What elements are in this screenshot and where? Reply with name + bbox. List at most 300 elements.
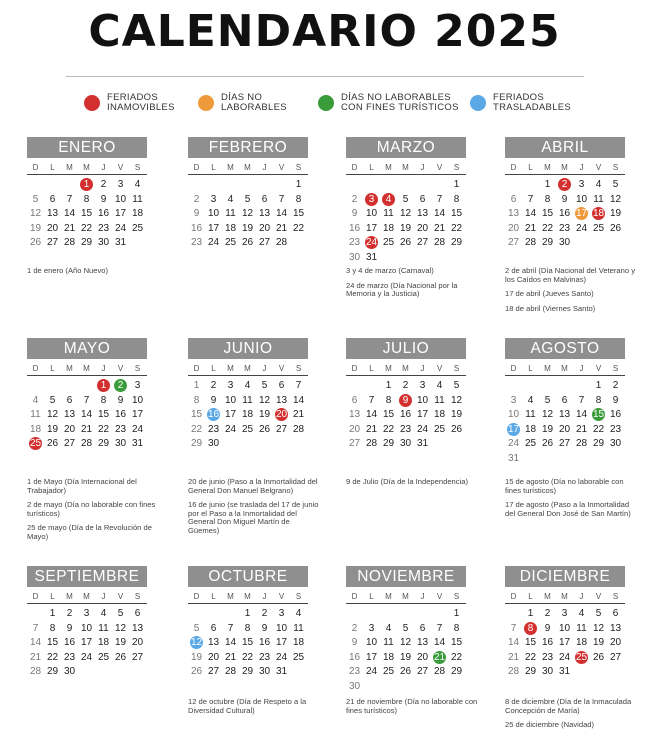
day-cell: 27: [416, 666, 429, 678]
day-cell: 16: [609, 409, 622, 421]
day-cell: 29: [592, 438, 605, 450]
day-cell: 28: [365, 438, 378, 450]
holiday-day-trasladable: 17: [505, 423, 522, 437]
day-cell: 18: [97, 637, 110, 649]
day-cell: 8: [193, 394, 200, 406]
weekday-label: M: [402, 163, 409, 172]
day-cell: 30: [63, 666, 76, 678]
day-cell: 14: [275, 208, 288, 220]
day-cell: 31: [131, 438, 144, 450]
day-cell: 26: [258, 423, 271, 435]
day-cell: 12: [46, 409, 59, 421]
day-cell: 7: [527, 193, 534, 205]
holiday-note: 15 de agosto (Día no laborable con fines turísticos): [505, 477, 624, 495]
day-cell: 26: [592, 651, 605, 663]
day-cell: 16: [190, 222, 203, 234]
day-cell: 5: [612, 179, 619, 190]
day-cell: 21: [365, 423, 378, 435]
weekday-header: [27, 363, 147, 374]
weekday-label: J: [101, 364, 106, 373]
weekday-header: [505, 591, 625, 602]
day-cell: 22: [97, 423, 110, 435]
day-cell: 7: [32, 622, 39, 634]
day-cell: 26: [450, 423, 463, 435]
weekday-label: D: [32, 163, 39, 172]
day-cell: 30: [558, 237, 571, 249]
day-cell: 25: [382, 666, 395, 678]
day-cell: 2: [544, 608, 551, 619]
weekday-header: [346, 162, 466, 173]
day-cell: 13: [258, 208, 271, 220]
day-cell: 11: [132, 193, 143, 205]
weekday-label: V: [436, 163, 443, 172]
day-cell: 5: [595, 608, 602, 619]
weekday-label: J: [420, 592, 425, 601]
day-cell: 6: [419, 622, 426, 634]
day-cell: 16: [114, 409, 127, 421]
day-cell: 15: [450, 637, 463, 649]
weekday-label: V: [278, 163, 285, 172]
weekday-label: M: [385, 163, 392, 172]
day-cell: 15: [541, 208, 554, 220]
weekday-header: [27, 162, 147, 173]
day-cell: 12: [399, 208, 412, 220]
day-cell: 21: [507, 651, 520, 663]
weekday-label: V: [595, 592, 602, 601]
day-cell: 17: [114, 208, 127, 220]
weekday-divider: [188, 603, 308, 604]
weekday-label: L: [211, 163, 216, 172]
day-cell: 16: [541, 637, 554, 649]
day-cell: 30: [609, 438, 622, 450]
weekday-label: D: [351, 592, 358, 601]
day-cell: 2: [193, 193, 200, 205]
weekday-label: J: [579, 364, 584, 373]
day-cell: 2: [210, 380, 217, 391]
day-cell: 27: [416, 237, 429, 249]
weekday-label: S: [295, 364, 302, 373]
day-cell: 27: [46, 237, 59, 249]
weekday-label: D: [510, 364, 517, 373]
day-cell: 9: [193, 208, 200, 220]
weekday-label: V: [278, 364, 285, 373]
day-cell: 26: [114, 651, 127, 663]
month-header: DICIEMBRE: [505, 566, 625, 587]
day-cell: 9: [210, 394, 217, 406]
weekday-label: J: [420, 364, 425, 373]
weekday-label: L: [369, 364, 374, 373]
day-cell: 3: [578, 179, 585, 190]
day-cell: 3: [117, 179, 124, 190]
day-cell: 1: [453, 179, 460, 190]
day-cell: 9: [351, 208, 358, 220]
weekday-divider: [346, 174, 466, 175]
day-cell: 12: [241, 208, 254, 220]
weekday-label: L: [50, 592, 55, 601]
day-cell: 7: [227, 622, 234, 634]
day-cell: 21: [524, 222, 537, 234]
day-cell: 5: [544, 394, 551, 406]
day-cell: 10: [114, 193, 127, 205]
weekday-label: V: [117, 364, 124, 373]
holiday-day-turistico: 2: [112, 379, 129, 393]
day-cell: 6: [134, 608, 141, 619]
holiday-notes: [505, 478, 640, 524]
day-cell: 24: [114, 222, 127, 234]
weekday-label: S: [453, 364, 460, 373]
day-cell: 31: [416, 438, 429, 450]
day-cell: 6: [261, 193, 268, 205]
day-cell: 14: [292, 394, 305, 406]
weekday-label: J: [101, 592, 106, 601]
day-cell: 15: [97, 409, 110, 421]
weekday-label: V: [278, 592, 285, 601]
day-cell: 8: [83, 193, 90, 205]
day-cell: 7: [278, 193, 285, 205]
month-header: JULIO: [346, 338, 466, 359]
day-cell: 13: [348, 409, 361, 421]
day-cell: 5: [244, 193, 251, 205]
holiday-note: 21 de noviembre (Día no laborable con fines turísticos): [346, 697, 478, 715]
weekday-label: M: [227, 163, 234, 172]
day-cell: 6: [278, 380, 285, 391]
day-cell: 4: [227, 193, 234, 205]
day-cell: 3: [210, 193, 217, 205]
day-cell: 15: [524, 637, 537, 649]
day-cell: 1: [193, 380, 200, 391]
legend-label: DÍAS NO LABORABLES CON FINES TURÍSTICOS: [341, 92, 459, 113]
day-cell: 12: [450, 394, 463, 406]
day-cell: 22: [46, 651, 59, 663]
day-cell: 27: [348, 438, 361, 450]
weekday-label: M: [66, 163, 73, 172]
day-cell: 20: [416, 222, 429, 234]
day-cell: 1: [49, 608, 56, 619]
day-cell: 27: [558, 438, 571, 450]
day-cell: 19: [258, 409, 271, 421]
day-cell: 25: [382, 237, 395, 249]
day-cell: 10: [365, 637, 378, 649]
day-cell: 31: [507, 453, 520, 464]
weekday-label: M: [561, 364, 568, 373]
day-cell: 7: [83, 394, 90, 406]
weekday-label: L: [528, 364, 533, 373]
day-cell: 9: [117, 394, 124, 406]
day-cell: 28: [575, 438, 588, 450]
weekday-label: M: [385, 592, 392, 601]
day-cell: 17: [131, 409, 144, 421]
day-cell: 12: [541, 409, 554, 421]
day-cell: 5: [261, 380, 268, 391]
holiday-day-inamovible: 20: [273, 408, 290, 422]
day-cell: 31: [275, 666, 288, 678]
day-cell: 29: [80, 237, 93, 249]
day-cell: 1: [453, 608, 460, 619]
day-cell: 21: [433, 222, 446, 234]
day-cell: 31: [365, 252, 378, 263]
day-cell: 17: [80, 637, 93, 649]
day-cell: 14: [507, 637, 520, 649]
month-header: MAYO: [27, 338, 147, 359]
day-cell: 24: [224, 423, 237, 435]
weekday-label: S: [134, 592, 141, 601]
weekday-label: S: [612, 364, 619, 373]
day-cell: 10: [131, 394, 144, 406]
weekday-label: L: [528, 592, 533, 601]
day-cell: 20: [46, 222, 59, 234]
day-cell: 5: [402, 622, 409, 634]
day-cell: 13: [416, 208, 429, 220]
day-cell: 5: [117, 608, 124, 619]
day-cell: 21: [224, 651, 237, 663]
day-cell: 16: [399, 409, 412, 421]
day-cell: 8: [385, 394, 392, 406]
day-cell: 11: [383, 208, 394, 220]
legend-label: FERIADOS INAMOVIBLES: [107, 92, 175, 113]
month-header: SEPTIEMBRE: [27, 566, 147, 587]
day-cell: 28: [433, 237, 446, 249]
weekday-header: [505, 363, 625, 374]
day-cell: 18: [575, 637, 588, 649]
weekday-label: L: [50, 163, 55, 172]
day-cell: 15: [450, 208, 463, 220]
day-cell: 21: [80, 423, 93, 435]
day-cell: 30: [348, 252, 361, 263]
day-cell: 9: [612, 394, 619, 406]
weekday-label: V: [595, 163, 602, 172]
day-cell: 28: [433, 666, 446, 678]
day-cell: 21: [29, 651, 42, 663]
weekday-label: M: [244, 163, 251, 172]
day-cell: 3: [134, 380, 141, 391]
day-cell: 17: [416, 409, 429, 421]
day-cell: 22: [382, 423, 395, 435]
day-cell: 22: [80, 222, 93, 234]
holiday-note: 25 de diciembre (Navidad): [505, 720, 595, 730]
day-cell: 2: [351, 193, 358, 205]
day-cell: 19: [46, 423, 59, 435]
day-cell: 26: [190, 666, 203, 678]
day-cell: 26: [46, 438, 59, 450]
day-cell: 22: [450, 222, 463, 234]
day-cell: 16: [348, 651, 361, 663]
holiday-note: 17 de agosto (Paso a la Inmortalidad del General Don José de San Martín): [505, 500, 631, 518]
weekday-label: J: [101, 163, 106, 172]
day-cell: 30: [541, 666, 554, 678]
day-cell: 28: [224, 666, 237, 678]
day-cell: 23: [348, 237, 361, 249]
weekday-label: S: [295, 592, 302, 601]
day-cell: 2: [261, 608, 268, 619]
day-cell: 19: [399, 222, 412, 234]
orange-dot-icon: [198, 95, 214, 111]
day-cell: 10: [558, 622, 571, 634]
day-cell: 5: [193, 622, 200, 634]
day-cell: 18: [292, 637, 305, 649]
day-cell: 10: [416, 394, 429, 406]
day-cell: 1: [295, 179, 302, 190]
day-cell: 19: [609, 208, 622, 220]
day-cell: 26: [29, 237, 42, 249]
weekday-label: L: [211, 364, 216, 373]
weekday-label: M: [83, 364, 90, 373]
day-cell: 22: [241, 651, 254, 663]
day-cell: 24: [207, 237, 220, 249]
day-cell: 20: [558, 423, 571, 435]
day-cell: 29: [450, 666, 463, 678]
month-header: ENERO: [27, 137, 147, 158]
weekday-label: D: [193, 163, 200, 172]
day-cell: 4: [244, 380, 251, 391]
day-cell: 30: [258, 666, 271, 678]
day-cell: 11: [434, 394, 445, 406]
day-cell: 27: [63, 438, 76, 450]
day-cell: 3: [278, 608, 285, 619]
day-cell: 31: [114, 237, 127, 249]
day-cell: 4: [595, 179, 602, 190]
weekday-label: D: [351, 364, 358, 373]
day-cell: 21: [63, 222, 76, 234]
weekday-label: M: [544, 364, 551, 373]
day-cell: 6: [561, 394, 568, 406]
day-cell: 15: [46, 637, 59, 649]
holiday-note: 3 y 4 de marzo (Carnaval): [346, 266, 434, 275]
holiday-day-no-laborable: 17: [573, 207, 590, 221]
day-cell: 29: [541, 237, 554, 249]
day-cell: 2: [66, 608, 73, 619]
day-cell: 1: [544, 179, 551, 190]
day-cell: 10: [224, 394, 237, 406]
weekday-label: S: [612, 163, 619, 172]
day-cell: 20: [131, 637, 144, 649]
day-cell: 25: [131, 222, 144, 234]
day-cell: 10: [365, 208, 378, 220]
day-cell: 28: [29, 666, 42, 678]
day-cell: 9: [544, 622, 551, 634]
legend-label: DÍAS NO LABORABLES: [221, 92, 287, 113]
day-cell: 7: [578, 394, 585, 406]
day-cell: 19: [241, 222, 254, 234]
weekday-label: J: [579, 592, 584, 601]
day-cell: 20: [258, 222, 271, 234]
day-cell: 25: [97, 651, 110, 663]
day-cell: 17: [365, 222, 378, 234]
day-cell: 17: [558, 637, 571, 649]
day-cell: 15: [80, 208, 93, 220]
holiday-note: 25 de mayo (Día de la Revolución de Mayo): [27, 523, 152, 541]
day-cell: 25: [224, 237, 237, 249]
day-cell: 14: [224, 637, 237, 649]
day-cell: 14: [80, 409, 93, 421]
holiday-day-inamovible: 24: [363, 236, 380, 250]
holiday-notes: [505, 267, 640, 319]
day-cell: 6: [66, 394, 73, 406]
day-cell: 7: [368, 394, 375, 406]
holiday-note: 8 de diciembre (Día de la Inmaculada Concepción de María): [505, 697, 632, 715]
weekday-label: M: [66, 592, 73, 601]
weekday-label: S: [453, 592, 460, 601]
weekday-divider: [346, 603, 466, 604]
weekday-label: V: [436, 364, 443, 373]
day-cell: 6: [210, 622, 217, 634]
weekday-divider: [505, 603, 625, 604]
holiday-notes: [346, 698, 481, 721]
weekday-label: S: [134, 163, 141, 172]
day-cell: 8: [100, 394, 107, 406]
holiday-day-inamovible: 2: [556, 178, 573, 192]
day-cell: 9: [261, 622, 268, 634]
holiday-day-inamovible: 18: [590, 207, 607, 221]
day-cell: 30: [348, 681, 361, 692]
day-cell: 26: [241, 237, 254, 249]
day-cell: 2: [612, 380, 619, 391]
day-cell: 5: [402, 193, 409, 205]
day-cell: 11: [225, 208, 236, 220]
red-dot-icon: [84, 95, 100, 111]
weekday-label: V: [117, 163, 124, 172]
weekday-header: [188, 162, 308, 173]
weekday-label: L: [211, 592, 216, 601]
day-cell: 18: [433, 409, 446, 421]
day-cell: 24: [575, 222, 588, 234]
holiday-note: 1 de enero (Año Nuevo): [27, 266, 109, 275]
day-cell: 19: [541, 423, 554, 435]
day-cell: 22: [592, 423, 605, 435]
weekday-label: M: [561, 163, 568, 172]
day-cell: 5: [49, 394, 56, 406]
day-cell: 15: [292, 208, 305, 220]
weekday-label: J: [262, 364, 267, 373]
day-cell: 22: [450, 651, 463, 663]
day-cell: 24: [416, 423, 429, 435]
day-cell: 28: [507, 666, 520, 678]
weekday-label: S: [295, 163, 302, 172]
day-cell: 18: [131, 208, 144, 220]
weekday-label: D: [193, 592, 200, 601]
day-cell: 27: [258, 237, 271, 249]
weekday-label: V: [117, 592, 124, 601]
weekday-label: M: [244, 364, 251, 373]
day-cell: 16: [63, 637, 76, 649]
holiday-day-trasladable: 16: [205, 408, 222, 422]
holiday-day-inamovible: 8: [522, 622, 539, 636]
day-cell: 27: [207, 666, 220, 678]
day-cell: 25: [241, 423, 254, 435]
weekday-label: D: [32, 364, 39, 373]
weekday-header: [188, 363, 308, 374]
weekday-label: D: [351, 163, 358, 172]
month-header: AGOSTO: [505, 338, 625, 359]
day-cell: 12: [29, 208, 42, 220]
day-cell: 10: [207, 208, 220, 220]
day-cell: 31: [558, 666, 571, 678]
day-cell: 18: [241, 409, 254, 421]
day-cell: 26: [399, 237, 412, 249]
day-cell: 29: [524, 666, 537, 678]
day-cell: 17: [365, 651, 378, 663]
weekday-label: D: [510, 163, 517, 172]
holiday-notes: [188, 478, 323, 542]
holiday-day-inamovible: 25: [27, 437, 44, 451]
day-cell: 3: [419, 380, 426, 391]
day-cell: 14: [365, 409, 378, 421]
day-cell: 11: [242, 394, 253, 406]
weekday-header: [346, 363, 466, 374]
day-cell: 11: [576, 622, 587, 634]
day-cell: 29: [97, 438, 110, 450]
day-cell: 24: [507, 438, 520, 450]
holiday-note: 17 de abril (Jueves Santo): [505, 289, 594, 299]
